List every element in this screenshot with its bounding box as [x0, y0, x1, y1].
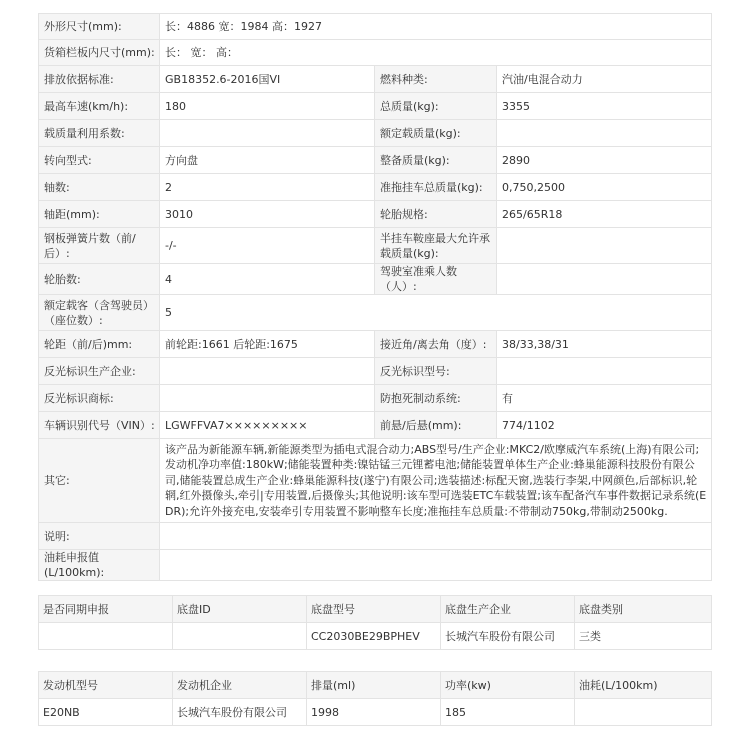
spec-value-steering: 方向盘 [160, 147, 375, 174]
spec-label-emission-standard: 排放依据标准: [39, 66, 160, 93]
engine-table [38, 671, 712, 726]
spec-row-other [39, 439, 712, 523]
spec-value-emission-standard: GB18352.6-2016国VI [160, 66, 375, 93]
engine-header-row [39, 672, 712, 699]
spec-label-other: 其它: [39, 439, 160, 523]
spec-value-reflector-maker [160, 358, 375, 385]
spec-value-overhang: 774/1102 [497, 412, 712, 439]
spec-label-fuel-consumption: 油耗申报值(L/100km): [39, 550, 160, 581]
chassis-header-category: 底盘类别 [575, 596, 712, 623]
spec-value-other: 该产品为新能源车辆,新能源类型为插电式混合动力;ABS型号/生产企业:MKC2/欧摩威汽车系统(上海)有限公司;发动机净功率值:180kW;储能装置种类:镍钴锰三元锂蓄电池;储能装置单体生产企业:蜂巢能源科技股份有限公司,储能装置总成生产企业:蜂巢能源科技(遂宁)有限公司;选装描述:标配天窗,选装行李架,中网颜色,后部标识,轮辋,红外摄像头,牵引|专用装置,后摄像头;其他说明:该车型可选装ETC车载装置;该车配备汽车事件数据记录系统(EDR);允许外接充电,安装牵引专用装置不影响整车长度;准拖挂车总质量:不带制动750kg,带制动2500kg. [160, 439, 712, 523]
spec-label-vin: 车辆识别代号（VIN）: [39, 412, 160, 439]
spec-value-notes [160, 523, 712, 550]
spec-value-fuel-type: 汽油/电混合动力 [497, 66, 712, 93]
spec-value-reflector-model [497, 358, 712, 385]
spec-label-tire-count: 轮胎数: [39, 264, 160, 295]
chassis-table [38, 595, 712, 650]
spec-value-approach-angle: 38/33,38/31 [497, 331, 712, 358]
spec-row [39, 120, 712, 147]
engine-cell-fuel-consumption [575, 699, 712, 726]
spec-row [39, 66, 712, 93]
spec-label-cargo-box: 货箱栏板内尺寸(mm): [39, 40, 160, 66]
spec-label-approach-angle: 接近角/离去角（度）: [375, 331, 497, 358]
table-row [39, 699, 712, 726]
spec-value-reflector-brand [160, 385, 375, 412]
spec-row [39, 93, 712, 120]
spec-row [39, 147, 712, 174]
spec-row-cargo-box [39, 40, 712, 66]
engine-cell-model: E20NB [39, 699, 173, 726]
spec-label-reflector-brand: 反光标识商标: [39, 385, 160, 412]
engine-header-model: 发动机型号 [39, 672, 173, 699]
spec-label-steering: 转向型式: [39, 147, 160, 174]
chassis-cell-category: 三类 [575, 623, 712, 650]
spec-label-curb-mass: 整备质量(kg): [375, 147, 497, 174]
chassis-cell-id [173, 623, 307, 650]
spec-value-leaf-springs: -/- [160, 228, 375, 264]
spec-label-fuel-type: 燃料种类: [375, 66, 497, 93]
spec-value-axles: 2 [160, 174, 375, 201]
spec-label-saddle-load: 半挂车鞍座最大允许承载质量(kg): [375, 228, 497, 264]
spec-label-max-speed: 最高车速(km/h): [39, 93, 160, 120]
spec-value-abs: 有 [497, 385, 712, 412]
spec-label-track: 轮距（前/后)mm: [39, 331, 160, 358]
spec-label-overhang: 前悬/后悬(mm): [375, 412, 497, 439]
chassis-cell-model: CC2030BE29BPHEV [307, 623, 441, 650]
spec-label-load-utilization: 载质量利用系数: [39, 120, 160, 147]
table-row [39, 623, 712, 650]
spec-label-tire-size: 轮胎规格: [375, 201, 497, 228]
engine-cell-maker: 长城汽车股份有限公司 [173, 699, 307, 726]
spec-value-rated-load [497, 120, 712, 147]
spec-label-wheelbase: 轴距(mm): [39, 201, 160, 228]
chassis-header-model: 底盘型号 [307, 596, 441, 623]
spec-label-axles: 轴数: [39, 174, 160, 201]
vehicle-spec-table [38, 13, 712, 581]
spec-value-curb-mass: 2890 [497, 147, 712, 174]
engine-cell-power: 185 [441, 699, 575, 726]
spec-label-notes: 说明: [39, 523, 160, 550]
spec-label-cab-occupants: 驾驶室准乘人数（人）: [375, 264, 497, 295]
chassis-header-id: 底盘ID [173, 596, 307, 623]
chassis-header-same-period: 是否同期申报 [39, 596, 173, 623]
spec-label-reflector-maker: 反光标识生产企业: [39, 358, 160, 385]
spec-row [39, 385, 712, 412]
spec-value-max-speed: 180 [160, 93, 375, 120]
spec-value-wheelbase: 3010 [160, 201, 375, 228]
spec-row [39, 201, 712, 228]
spec-label-trailer-mass: 准拖挂车总质量(kg): [375, 174, 497, 201]
spec-label-gross-mass: 总质量(kg): [375, 93, 497, 120]
spec-row [39, 412, 712, 439]
engine-cell-displacement: 1998 [307, 699, 441, 726]
spec-row [39, 174, 712, 201]
spec-value-cargo-box: 长： 宽： 高： [160, 40, 712, 66]
spec-label-abs: 防抱死制动系统: [375, 385, 497, 412]
spec-row [39, 264, 712, 295]
spec-value-load-utilization [160, 120, 375, 147]
chassis-header-maker: 底盘生产企业 [441, 596, 575, 623]
chassis-cell-same-period [39, 623, 173, 650]
spec-row-seats [39, 295, 712, 331]
spec-value-trailer-mass: 0,750,2500 [497, 174, 712, 201]
engine-header-maker: 发动机企业 [173, 672, 307, 699]
engine-header-displacement: 排量(ml) [307, 672, 441, 699]
spec-row [39, 358, 712, 385]
spec-value-gross-mass: 3355 [497, 93, 712, 120]
spec-value-seats: 5 [160, 295, 712, 331]
spec-value-cab-occupants [497, 264, 712, 295]
spec-row [39, 331, 712, 358]
spec-label-seats: 额定载客（含驾驶员）（座位数）: [39, 295, 160, 331]
spec-label-reflector-model: 反光标识型号: [375, 358, 497, 385]
spec-value-fuel-consumption [160, 550, 712, 581]
chassis-header-row [39, 596, 712, 623]
spec-label-rated-load: 额定载质量(kg): [375, 120, 497, 147]
spec-value-tire-count: 4 [160, 264, 375, 295]
spec-label-dimensions: 外形尺寸(mm): [39, 14, 160, 40]
spec-value-tire-size: 265/65R18 [497, 201, 712, 228]
engine-header-fuel-consumption: 油耗(L/100km) [575, 672, 712, 699]
spec-label-leaf-springs: 钢板弹簧片数（前/后）: [39, 228, 160, 264]
spec-value-saddle-load [497, 228, 712, 264]
chassis-cell-maker: 长城汽车股份有限公司 [441, 623, 575, 650]
spec-row [39, 228, 712, 264]
spec-row-dimensions [39, 14, 712, 40]
engine-header-power: 功率(kw) [441, 672, 575, 699]
spec-row-fuel-consumption [39, 550, 712, 581]
spec-row-notes [39, 523, 712, 550]
spec-value-vin: LGWFFVA7××××××××× [160, 412, 375, 439]
spec-value-track: 前轮距:1661 后轮距:1675 [160, 331, 375, 358]
spec-value-dimensions: 长：4886 宽：1984 高：1927 [160, 14, 712, 40]
